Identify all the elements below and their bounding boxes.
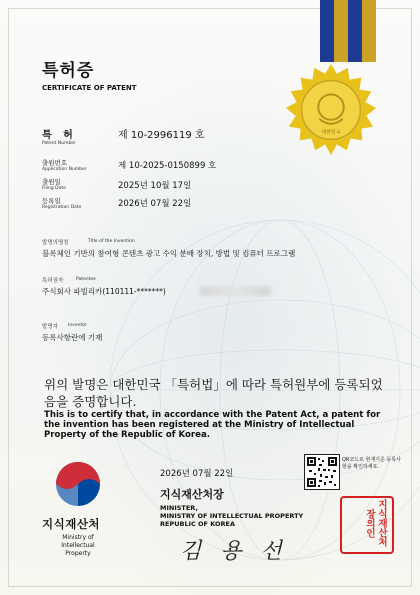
- application-label-en: Application Number: [42, 167, 87, 172]
- invention-label: 발명의명칭: [42, 240, 69, 246]
- title-en: CERTIFICATE OF PATENT: [42, 84, 137, 92]
- inventor-label: 발명자: [42, 324, 58, 330]
- inventor-label-en: Inventor: [68, 323, 87, 328]
- redacted-address: [200, 286, 270, 296]
- commissioner-en-line1: MINISTER,: [160, 504, 198, 512]
- stamp-text: 지식재산처장의인: [364, 499, 387, 547]
- patent-label: 특 허: [42, 130, 77, 141]
- patent-number: 제 10-2996119 호: [118, 130, 205, 141]
- government-logo-icon: [54, 460, 102, 508]
- registration-label: 등록일: [42, 197, 61, 205]
- gold-seal: [282, 62, 380, 160]
- inventor: 등록사항란에 기재: [42, 333, 103, 342]
- qr-instruction: QR코드로 현재기준 등록사항을 확인하세요.: [342, 457, 401, 470]
- registration-date: 2026년 07월 22일: [118, 199, 192, 209]
- patentee-label: 특허권자: [42, 278, 64, 284]
- commissioner-ko: 지식재산처장: [160, 488, 224, 501]
- signature: 김 용 선: [180, 539, 288, 564]
- issue-date: 2026년 07월 22일: [160, 469, 234, 479]
- qr-code[interactable]: [304, 454, 340, 490]
- statement-ko: 위의 발명은 대한민국 「특허법」에 따라 특허원부에 등록되었음을 증명합니다.: [44, 377, 383, 409]
- application-label: 출원번호: [42, 159, 68, 167]
- registration-label-en: Registration Date: [42, 205, 82, 210]
- patentee-label-en: Patentee: [76, 277, 96, 282]
- commissioner-en-line3: REPUBLIC OF KOREA: [160, 520, 236, 528]
- commissioner-en: [160, 504, 303, 528]
- patentee: 주식회사 파빌리카(110111-*******): [42, 287, 166, 296]
- commissioner-en-line2: MINISTRY OF INTELLECTUAL PROPERTY: [160, 512, 304, 520]
- statement-en: This is to certify that, in accordance with the Patent Act, a patent for the invention has been registered at the Ministry of Intellectual Property of the Republic of Korea.: [44, 410, 381, 440]
- invention-title: 블록체인 기반의 참여형 콘텐츠 광고 수익 분배 장치, 방법 및 컴퓨터 프로그램: [42, 249, 296, 258]
- filing-date: 2025년 10월 17일: [118, 181, 192, 191]
- ministry-name-ko: 지식재산처: [42, 517, 101, 531]
- patent-label-en: Patent Number: [42, 141, 76, 146]
- filing-label-en: Filing Date: [42, 186, 66, 191]
- application-number: 제 10-2025-0150899 호: [118, 161, 217, 171]
- seal-text: 대한민국: [321, 129, 341, 136]
- title-ko: 특허증: [42, 61, 95, 81]
- filing-label: 출원일: [42, 178, 61, 186]
- invention-label-en: Title of the Invention: [88, 239, 135, 244]
- ribbons: [318, 0, 378, 70]
- ministry-name-en: Ministry of Intellectual Property: [61, 534, 95, 557]
